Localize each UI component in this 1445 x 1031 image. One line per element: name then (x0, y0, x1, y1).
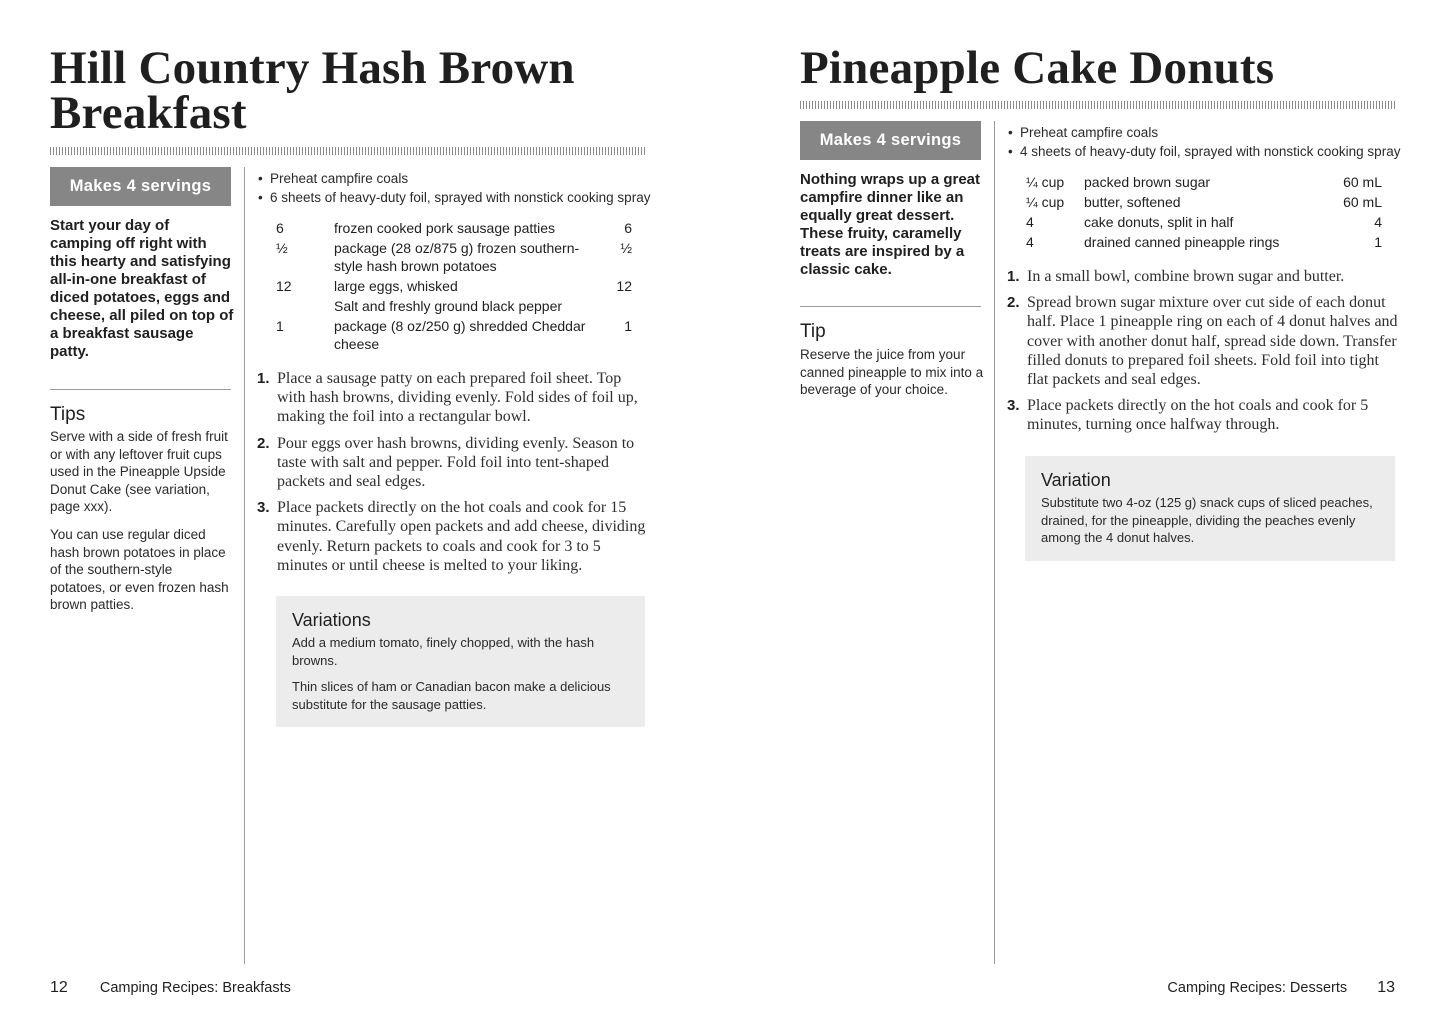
footer-section: Camping Recipes: (99, 980, 219, 996)
ingredient-quantity: ¼ cup (1026, 194, 1065, 210)
ingredient-name: butter, softened (1084, 194, 1181, 210)
title-rule (50, 147, 645, 155)
step-text: Place packets directly on the hot coals and cook for 15 minutes. Carefully open packets and add cheese, dividing evenly. Return packets to coals and cook for 3 to 5 minutes or until cheese is melted to your liking. (277, 499, 646, 574)
tip-item: Reserve the juice from your canned pineapple to mix into a beverage of your choice. (800, 347, 984, 398)
recipe-title: Pineapple Cake Donuts (800, 42, 1275, 94)
ingredient-metric: 60 mL (1343, 174, 1382, 190)
variation-text (1041, 494, 1377, 556)
tips-heading: Tips (50, 404, 86, 425)
ingredient-list (276, 219, 632, 355)
ingredient-metric: 60 mL (1343, 194, 1382, 210)
column-divider (244, 167, 245, 964)
prep-item: • 4 sheets of heavy-duty foil, sprayed with nonstick cooking spray (1008, 142, 1408, 161)
ingredient-metric: 1 (1374, 234, 1382, 250)
ingredient-quantity: 4 (1026, 214, 1034, 230)
method-step (1007, 267, 1399, 286)
step-text: Place packets directly on the hot coals and cook for 5 minutes, turning once halfway through. (1027, 397, 1369, 434)
variations-box (276, 596, 645, 727)
method-step (1007, 396, 1399, 434)
prep-list (258, 169, 658, 207)
footer-category: Breakfasts (222, 980, 291, 996)
method-step (257, 369, 647, 427)
title-rule (800, 101, 1396, 109)
ingredient-row (1026, 193, 1382, 211)
ingredient-name: package (28 oz/875 g) frozen southern-style hash brown potatoes (334, 240, 580, 274)
step-text: Place a sausage patty on each prepared foil sheet. Top with hash browns, dividing evenly. Fold sides of foil up, making the foil into a rectangular bowl. (277, 370, 638, 426)
ingredient-row (276, 317, 632, 353)
page-footer (50, 979, 291, 997)
variations-heading: Variations (292, 610, 371, 630)
ingredient-quantity: 12 (276, 278, 292, 294)
step-number: 1. (257, 370, 270, 387)
footer-section: Camping Recipes: (1167, 980, 1286, 996)
footer-category: Desserts (1289, 980, 1348, 996)
page-number: 12 (50, 979, 68, 996)
servings-badge: Makes 4 servings (800, 121, 981, 160)
servings-badge: Makes 4 servings (50, 167, 231, 206)
tip-item: You can use regular diced hash brown potatoes in place of the southern-style potatoes, or even frozen hash brown patties. (50, 526, 229, 613)
ingredient-name: frozen cooked pork sausage patties (334, 220, 556, 236)
recipe-intro: Start your day of camping off right with this hearty and satisfying all-in-one breakfast of diced potatoes, eggs and cheese, all piled on top of a breakfast sausage patty. (50, 217, 234, 360)
tips-text (50, 428, 230, 624)
ingredient-name: drained canned pineapple rings (1084, 234, 1280, 250)
prep-item: • Preheat campfire coals (258, 169, 658, 188)
method-steps (1007, 267, 1399, 442)
ingredient-row (276, 219, 632, 237)
step-text: Pour eggs over hash browns, dividing evenly. Season to taste with salt and pepper. Fold foil into tent-shaped packets and seal edges. (277, 434, 635, 491)
variations-text (292, 634, 627, 722)
step-number: 1. (1007, 268, 1020, 285)
prep-item: • 6 sheets of heavy-duty foil, sprayed with nonstick cooking spray (258, 188, 658, 207)
prep-list (1008, 123, 1408, 161)
right-page (722, 0, 1445, 1031)
step-text: In a small bowl, combine brown sugar and butter. (1027, 268, 1345, 285)
page-number: 13 (1377, 979, 1395, 996)
step-text: Spread brown sugar mixture over cut side of each donut half. Place 1 pineapple ring on each of 4 donut halves and cover with another donut half, spread side down. Transfer filled donuts to prepared foil sheets. Fold foil into tight flat packets and seal edges. (1027, 294, 1398, 389)
method-steps (257, 369, 647, 582)
tip-text (800, 346, 985, 409)
method-step (1007, 293, 1399, 389)
prep-item: • Preheat campfire coals (1008, 123, 1408, 142)
ingredient-list (1026, 173, 1382, 253)
step-number: 3. (257, 499, 270, 517)
ingredient-quantity: 1 (276, 318, 284, 334)
ingredient-quantity: ¼ cup (1026, 174, 1065, 190)
ingredient-row (1026, 173, 1382, 191)
column-divider (994, 121, 995, 964)
tip-heading: Tip (800, 321, 826, 342)
ingredient-row (276, 277, 632, 295)
variation-item: Substitute two 4-oz (125 g) snack cups of sliced peaches, drained, for the pineapple, dividing the peaches evenly among the 4 donut halves. (1041, 495, 1373, 545)
ingredient-metric: 4 (1374, 214, 1382, 230)
method-step (257, 498, 647, 575)
ingredient-row (276, 297, 632, 315)
ingredient-row (1026, 233, 1382, 251)
ingredient-quantity: 4 (1026, 234, 1034, 250)
ingredient-name: cake donuts, split in half (1084, 214, 1234, 230)
title-line-2: Breakfast (50, 87, 247, 139)
page-footer (1167, 979, 1395, 997)
recipe-title (50, 42, 690, 139)
recipe-intro: Nothing wraps up a great campfire dinner like an equally great dessert. These fruity, caramelly treats are inspired by a classic cake. (800, 171, 981, 278)
variation-box (1025, 456, 1395, 561)
ingredient-row (276, 239, 632, 275)
tip-item: Serve with a side of fresh fruit or with any leftover fruit cups used in the Pineapple Upside Donut Cake (see variation, page xxx). (50, 429, 228, 515)
ingredient-metric: 6 (624, 220, 632, 236)
variation-item: Add a medium tomato, finely chopped, with the hash browns. (292, 635, 595, 668)
sidebar-divider (800, 306, 981, 307)
step-number: 2. (257, 434, 270, 452)
method-step (257, 434, 647, 492)
ingredient-name: large eggs, whisked (334, 278, 458, 294)
ingredient-name: Salt and freshly ground black pepper (334, 298, 563, 314)
ingredient-row (1026, 213, 1382, 231)
sidebar-divider (50, 389, 231, 390)
variation-heading: Variation (1041, 470, 1111, 490)
ingredient-metric: ½ (620, 240, 632, 256)
ingredient-metric: 12 (616, 278, 632, 294)
ingredient-metric: 1 (624, 318, 632, 334)
ingredient-quantity: 6 (276, 220, 284, 236)
step-number: 2. (1007, 294, 1020, 312)
ingredient-quantity: ½ (276, 240, 288, 256)
left-page (0, 0, 722, 1031)
title-line-1: Hill Country Hash Brown (50, 42, 575, 94)
ingredient-name: package (8 oz/250 g) shredded Cheddar cheese (334, 318, 586, 352)
variation-item: Thin slices of ham or Canadian bacon make a delicious substitute for the sausage patties. (292, 679, 611, 712)
step-number: 3. (1007, 397, 1020, 415)
ingredient-name: packed brown sugar (1084, 174, 1211, 190)
